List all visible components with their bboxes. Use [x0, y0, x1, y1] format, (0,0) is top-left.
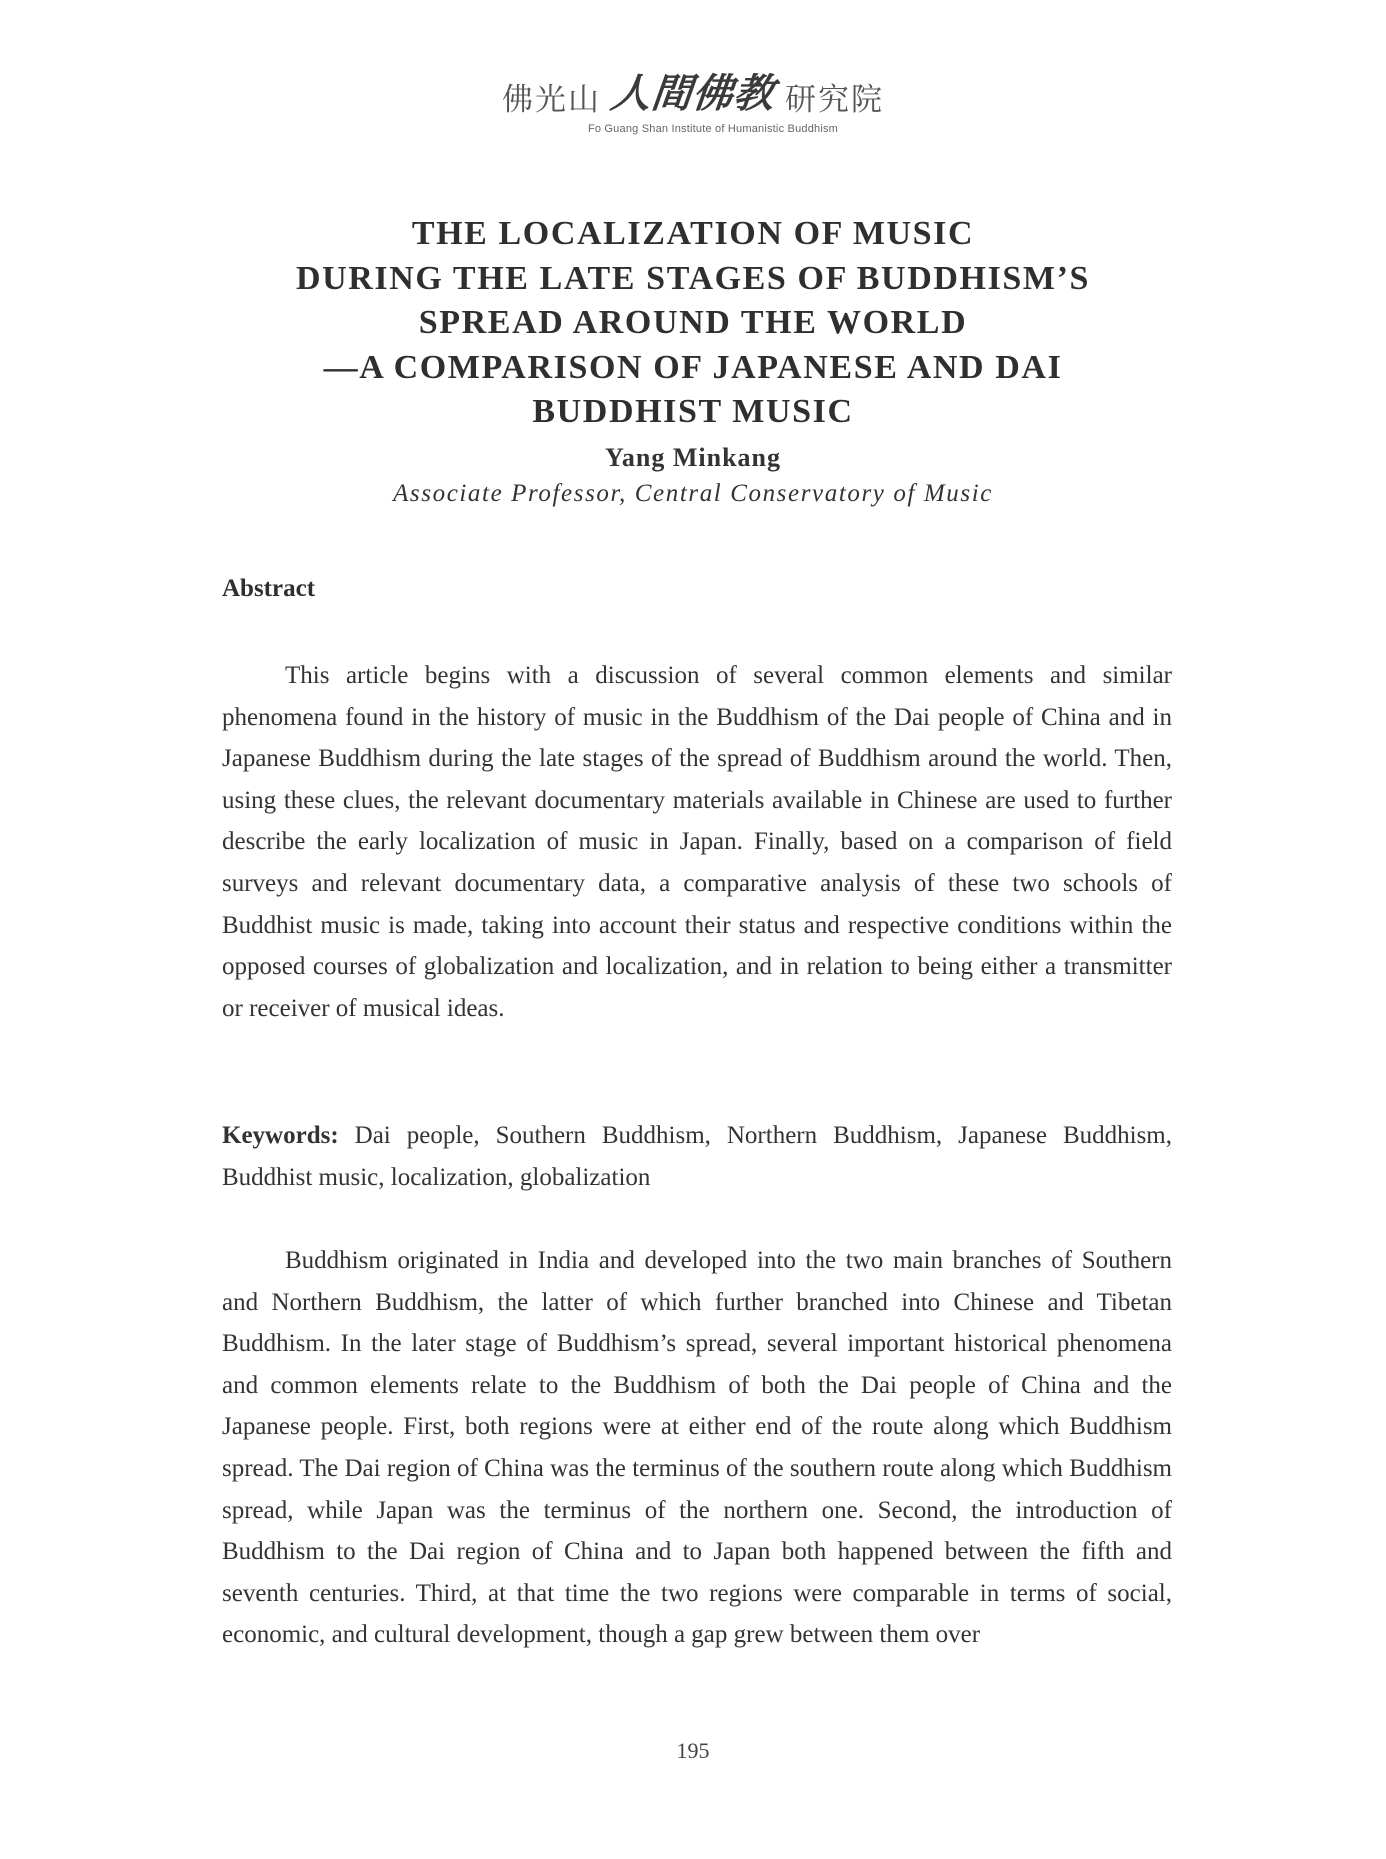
- author-name: Yang Minkang: [605, 443, 781, 472]
- abstract-heading: Abstract: [222, 575, 316, 602]
- logo-english-text: Fo Guang Shan Institute of Humanistic Buddhism: [587, 123, 839, 135]
- institute-logo: [0, 62, 1386, 135]
- keywords-label: Keywords:: [222, 1122, 339, 1149]
- title-line: DURING THE LATE STAGES OF BUDDHISM’S: [295, 259, 1091, 297]
- body-paragraph: Buddhism originated in India and developed into the two main branches of Southern and Northern Buddhism, the latter of which further branched into Chinese and Tibetan Buddhism. In the later stage of Buddhism’s spread, several important historical phenomena and common elements relate to the Buddhism of both the Dai people of China and the Japanese people. First, both regions were at either end of the route along which Buddhism spread. The Dai region of China was the terminus of the southern route along which Buddhism spread, while Japan was the terminus of the northern one. Second, the introduction of Buddhism to the Dai region of China and to Japan both happened between the fifth and seventh centuries. Third, at that time the two regions were comparable in terms of social, economic, and cultural development, though a gap grew between them over: [222, 1247, 1172, 1649]
- title-line: BUDDHIST MUSIC: [532, 393, 854, 430]
- title-line: —A COMPARISON OF JAPANESE AND DAI: [323, 348, 1063, 386]
- logo-text-left: 佛光山: [502, 82, 601, 118]
- logo-chinese: [502, 62, 884, 119]
- logo-english: [0, 123, 1386, 135]
- author-affiliation: Associate Professor, Central Conservatory of Music: [393, 480, 993, 507]
- logo-text-center: 人間佛教: [608, 71, 778, 117]
- article-title: [220, 212, 1166, 435]
- title-line: SPREAD AROUND THE WORLD: [418, 304, 968, 341]
- title-line: THE LOCALIZATION OF MUSIC: [411, 215, 975, 252]
- keywords-list: Dai people, Southern Buddhism, Northern Buddhism, Japanese Buddhism, Buddhist music, localization, globalization: [222, 1122, 1172, 1191]
- page-number: 195: [676, 1738, 710, 1763]
- keywords-paragraph: [222, 1115, 1172, 1198]
- logo-text-right: 研究院: [785, 82, 884, 118]
- abstract-paragraph: This article begins with a discussion of several common elements and similar phenomena found in the history of music in the Buddhism of the Dai people of China and in Japanese Buddhism during the late stages of the spread of Buddhism around the world. Then, using these clues, the relevant documentary materials available in Chinese are used to further describe the early localization of music in Japan. Finally, based on a comparison of field surveys and relevant documentary data, a comparative analysis of these two schools of Buddhist music is made, taking into account their status and respective conditions within the opposed courses of globalization and localization, and in relation to being either a transmitter or receiver of musical ideas.: [222, 662, 1172, 1022]
